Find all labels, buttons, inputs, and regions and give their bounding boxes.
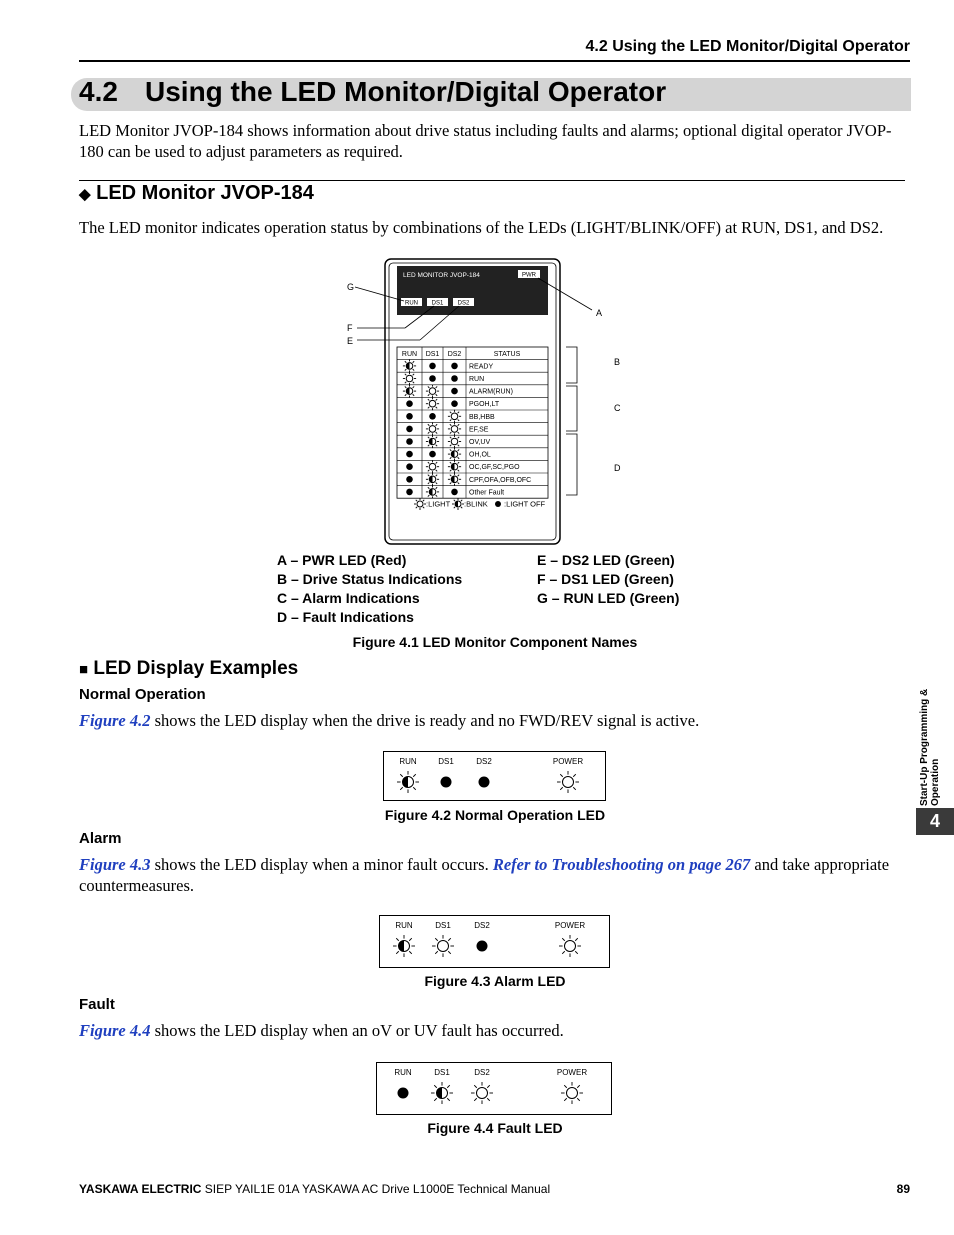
led-light-icon xyxy=(448,410,461,423)
subsection-paragraph: The LED monitor indicates operation status by combinations of the LEDs (LIGHT/BLINK/OFF) at RUN, DS1, and DS2. xyxy=(79,218,884,237)
led-off-icon xyxy=(398,1088,409,1099)
ds1-led-label: DS1 xyxy=(431,300,444,307)
led-label: RUN xyxy=(395,921,413,930)
led-off-icon xyxy=(429,375,436,382)
led-off-icon xyxy=(429,413,436,420)
figure-4-2-caption: Figure 4.2 Normal Operation LED xyxy=(384,807,606,823)
led-off-icon xyxy=(406,438,413,445)
diamond-bullet-icon: ◆ xyxy=(79,186,91,203)
table-status-cell: OC,GF,SC,PGO xyxy=(469,464,520,472)
led-label: POWER xyxy=(556,1068,588,1077)
subsection-rule xyxy=(79,180,905,181)
table-status-cell: EF,SE xyxy=(469,426,489,434)
figure-4-3-link[interactable]: Figure 4.3 xyxy=(79,855,151,874)
fault-heading: Fault xyxy=(79,996,115,1013)
led-light-icon xyxy=(426,397,439,410)
led-light-icon xyxy=(414,498,426,510)
table-status-cell: ALARM(RUN) xyxy=(469,388,513,396)
led-blink-icon xyxy=(431,1082,453,1104)
section-title xyxy=(79,76,666,108)
figure-4-4-caption: Figure 4.4 Fault LED xyxy=(427,1120,563,1136)
led-label: DS2 xyxy=(476,757,492,766)
page-number: 89 xyxy=(896,1182,910,1196)
legend-item-d: D – Fault Indications xyxy=(277,609,414,625)
pwr-label: PWR xyxy=(522,272,536,279)
fault-text: shows the LED display when an oV or UV fault has occurred. xyxy=(150,1021,564,1040)
led-light-icon xyxy=(448,422,461,435)
led-blink-icon xyxy=(403,385,416,398)
led-label: POWER xyxy=(554,921,586,930)
led-off-icon xyxy=(451,375,458,382)
callout-d: D xyxy=(614,463,621,473)
led-light-icon xyxy=(432,935,454,957)
led-off-icon xyxy=(406,463,413,470)
led-blink-icon xyxy=(448,460,461,473)
callout-g: G xyxy=(347,282,355,292)
table-status-cell: CPF,OFA,OFB,OFC xyxy=(469,476,532,484)
callout-e: E xyxy=(347,336,354,346)
led-blink-icon xyxy=(426,435,439,448)
legend-item-g: G – RUN LED (Green) xyxy=(537,590,680,606)
led-off-icon xyxy=(406,451,413,458)
table-status-cell: OV,UV xyxy=(469,439,491,446)
led-blink-icon xyxy=(403,359,416,372)
legend-right xyxy=(537,551,679,608)
led-off-icon xyxy=(441,777,452,788)
led-off-icon xyxy=(406,489,413,496)
led-blink-icon xyxy=(393,935,415,957)
led-label: POWER xyxy=(552,757,584,766)
led-off-icon xyxy=(451,400,458,407)
legend-item-e: E – DS2 LED (Green) xyxy=(537,552,675,568)
led-blink-icon xyxy=(426,485,439,498)
table-status-cell: RUN xyxy=(469,376,485,383)
normal-operation-heading: Normal Operation xyxy=(79,686,206,703)
figure-4-2-link[interactable]: Figure 4.2 xyxy=(79,711,151,730)
alarm-led-figure xyxy=(379,915,612,969)
legend-item-f: F – DS1 LED (Green) xyxy=(537,571,674,587)
footer-text xyxy=(79,1182,550,1196)
led-off-icon xyxy=(477,941,488,952)
section-title-text: Using the LED Monitor/Digital Operator xyxy=(145,76,667,107)
troubleshooting-link[interactable]: Refer to Troubleshooting on page 267 xyxy=(492,855,751,874)
status-table xyxy=(397,347,548,499)
led-label: DS1 xyxy=(435,921,451,930)
led-label: DS1 xyxy=(438,757,454,766)
table-status-cell: BB,HBB xyxy=(469,413,495,421)
normal-operation-text: shows the LED display when the drive is ready and no FWD/REV signal is active. xyxy=(150,711,700,730)
key-light-label: :LIGHT xyxy=(426,499,451,509)
status-key xyxy=(414,498,546,510)
side-label-line2: Operation xyxy=(930,758,941,806)
table-header: RUN xyxy=(401,351,418,358)
running-header: 4.2 Using the LED Monitor/Digital Operator xyxy=(585,38,910,55)
led-label: RUN xyxy=(399,757,417,766)
led-label: DS2 xyxy=(474,1068,490,1077)
normal-operation-led-figure xyxy=(383,751,608,803)
intro-paragraph: LED Monitor JVOP-184 shows information about drive status including faults and alarms; optional digital operator JVOP-180 can be used to adjust parameters as required. xyxy=(79,121,892,161)
table-header: DS1 xyxy=(425,351,440,358)
led-light-icon xyxy=(426,460,439,473)
led-light-icon xyxy=(403,372,416,385)
legend-left xyxy=(277,551,462,627)
header-rule xyxy=(79,60,910,62)
led-light-icon xyxy=(471,1082,493,1104)
led-off-icon xyxy=(451,489,458,496)
callout-b: B xyxy=(614,357,621,367)
alarm-heading: Alarm xyxy=(79,830,122,847)
led-off-icon xyxy=(429,363,436,370)
callout-f: F xyxy=(347,323,353,333)
table-header: DS2 xyxy=(447,351,462,358)
led-monitor-figure xyxy=(330,255,650,550)
callout-a: A xyxy=(596,308,603,318)
table-status-cell: Other Fault xyxy=(469,489,505,497)
led-off-icon xyxy=(451,363,458,370)
table-status-cell: PGOH,LT xyxy=(469,401,500,409)
ds2-led-label: DS2 xyxy=(457,300,470,307)
figure-4-4-link[interactable]: Figure 4.4 xyxy=(79,1021,151,1040)
led-light-icon xyxy=(559,935,581,957)
led-off-icon xyxy=(406,400,413,407)
led-light-icon xyxy=(448,435,461,448)
alarm-text-2: and take appropriate countermeasures. xyxy=(79,855,890,895)
legend-item-a: A – PWR LED (Red) xyxy=(277,552,407,568)
table-header: STATUS xyxy=(493,351,521,358)
led-off-icon xyxy=(429,451,436,458)
legend-item-b: B – Drive Status Indications xyxy=(277,571,463,587)
led-light-icon xyxy=(557,771,579,793)
square-bullet-icon: ■ xyxy=(79,661,89,678)
footer-doc: SIEP YAIL1E 01A YASKAWA AC Drive L1000E Technical Manual xyxy=(201,1182,551,1196)
alarm-text-1: shows the LED display when a minor fault occurs. xyxy=(150,855,493,874)
figure-4-1-caption: Figure 4.1 LED Monitor Component Names xyxy=(352,634,638,650)
led-light-icon xyxy=(426,385,439,398)
led-label: DS2 xyxy=(474,921,490,930)
key-off-label: :LIGHT OFF xyxy=(504,499,546,509)
led-blink-icon xyxy=(452,498,464,510)
callout-c: C xyxy=(614,403,621,413)
run-led-label: RUN xyxy=(405,300,418,307)
led-blink-icon xyxy=(397,771,419,793)
led-blink-icon xyxy=(448,448,461,461)
alarm-paragraph xyxy=(79,854,909,896)
led-label: RUN xyxy=(394,1068,412,1077)
key-blink-label: :BLINK xyxy=(464,499,488,509)
side-label-line1: Start-Up Programming & xyxy=(919,688,930,806)
legend-item-c: C – Alarm Indications xyxy=(277,590,420,606)
panel-title: LED MONITOR JVOP-184 xyxy=(403,272,480,279)
footer-brand: YASKAWA ELECTRIC xyxy=(79,1182,202,1196)
fault-led-figure xyxy=(376,1062,614,1117)
led-off-icon xyxy=(479,777,490,788)
figure-4-3-caption: Figure 4.3 Alarm LED xyxy=(424,973,566,989)
subsection-heading xyxy=(79,182,314,205)
led-off-icon xyxy=(406,476,413,483)
led-off-icon xyxy=(495,501,501,507)
subsection-title: LED Monitor JVOP-184 xyxy=(96,182,314,204)
section-number: 4.2 xyxy=(79,76,118,107)
led-light-icon xyxy=(561,1082,583,1104)
led-off-icon xyxy=(451,388,458,395)
led-label: DS1 xyxy=(434,1068,450,1077)
examples-title: LED Display Examples xyxy=(93,658,299,679)
led-off-icon xyxy=(406,413,413,420)
led-off-icon xyxy=(406,426,413,433)
chapter-tab: 4 xyxy=(916,808,954,835)
normal-operation-paragraph xyxy=(79,710,909,731)
table-status-cell: READY xyxy=(469,363,494,371)
led-light-icon xyxy=(426,422,439,435)
led-blink-icon xyxy=(448,473,461,486)
fault-paragraph xyxy=(79,1020,909,1041)
examples-heading xyxy=(79,658,298,680)
table-status-cell: OH,OL xyxy=(469,451,491,459)
led-blink-icon xyxy=(426,473,439,486)
